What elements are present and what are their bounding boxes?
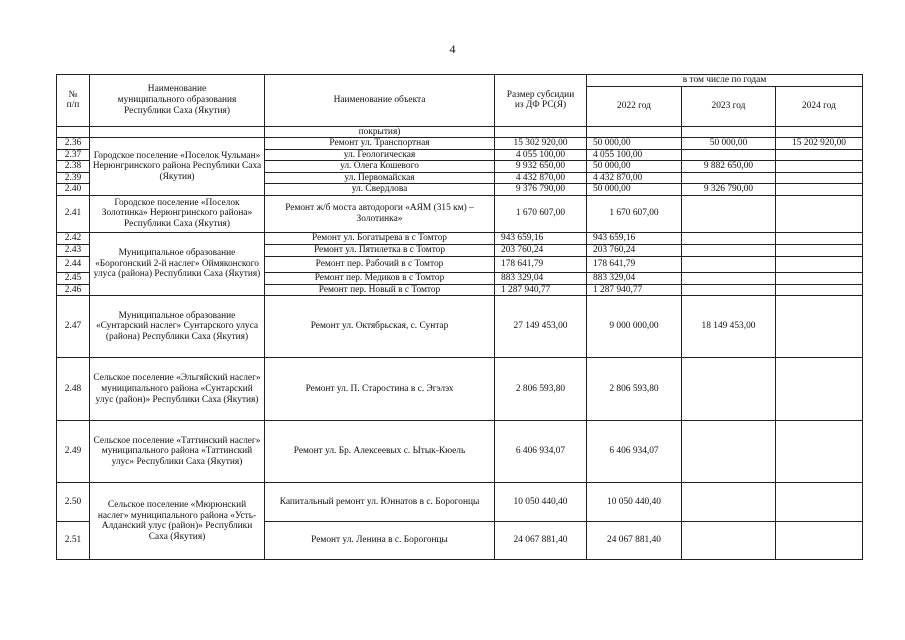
cell-num: 2.47 xyxy=(57,296,90,358)
cell-object: Ремонт ул. Бр. Алексеевых с. Ытык-Кюель xyxy=(265,421,495,483)
cell-2023 xyxy=(682,483,776,522)
cell-municipality: Городское поселение «Поселок Золотинка» Нерюнгринского района» Республики Саха (Якутия) xyxy=(90,195,265,232)
cell-municipality: Сельское поселение «Эльгяйский наслег» муниципального района «Сунтарский улус (район)» Республики Саха (Якутия) xyxy=(90,358,265,421)
cell-object: Ремонт ул. Богатырева в с Томтор xyxy=(265,232,495,244)
cell-subsidy: 10 050 440,40 xyxy=(495,483,587,522)
cell-2024 xyxy=(776,244,863,256)
cell-municipality xyxy=(90,126,265,138)
cell-2022: 50 000,00 xyxy=(587,184,682,196)
cell-2022: 203 760,24 xyxy=(587,244,682,256)
cell-2023: 50 000,00 xyxy=(682,138,776,150)
cell-num: 2.39 xyxy=(57,172,90,184)
cell-2024 xyxy=(776,161,863,173)
cell-2022: 50 000,00 xyxy=(587,138,682,150)
cell-2023: 9 326 790,00 xyxy=(682,184,776,196)
cell-2023 xyxy=(682,284,776,296)
cell-2022: 9 000 000,00 xyxy=(587,296,682,358)
cell-2023 xyxy=(682,272,776,284)
cell-2024 xyxy=(776,421,863,483)
header-2024: 2024 год xyxy=(776,86,863,126)
cell-subsidy: 24 067 881,40 xyxy=(495,522,587,560)
cell-2024 xyxy=(776,358,863,421)
cell-2024 xyxy=(776,184,863,196)
page-number: 4 xyxy=(449,42,456,56)
cell-2023 xyxy=(682,232,776,244)
table-row xyxy=(57,195,863,232)
cell-subsidy: 9 932 650,00 xyxy=(495,161,587,173)
cell-2024 xyxy=(776,172,863,184)
cell-subsidy: 883 329,04 xyxy=(495,272,587,284)
cell-2022: 1 670 607,00 xyxy=(587,195,682,232)
cell-2023 xyxy=(682,244,776,256)
cell-object: Ремонт ул. Ленина в с. Борогонцы xyxy=(265,522,495,560)
cell-2022: 10 050 440,40 xyxy=(587,483,682,522)
cell-object: ул. Геологическая xyxy=(265,149,495,161)
cell-2024 xyxy=(776,284,863,296)
cell-municipality: Муниципальное образование «Сунтарский наслег» Сунтарского улуса (района) Республики Саха (Якутия) xyxy=(90,296,265,358)
cell-num: 2.44 xyxy=(57,256,90,272)
header-2023: 2023 год xyxy=(682,86,776,126)
cell-municipality: Муниципальное образование «Борогонский 2-й наслег» Оймяконского улуса (района) Республики Саха (Якутия) xyxy=(90,232,265,296)
cell-subsidy: 1 287 940,77 xyxy=(495,284,587,296)
cell-object: Ремонт пер. Медиков в с Томтор xyxy=(265,272,495,284)
cell-num: 2.49 xyxy=(57,421,90,483)
table-row xyxy=(57,483,863,522)
cell-object: Ремонт ул. Транспортная xyxy=(265,138,495,150)
cell-2023: 9 882 650,00 xyxy=(682,161,776,173)
table-row xyxy=(57,358,863,421)
subsidy-table xyxy=(56,74,863,560)
cell-num: 2.51 xyxy=(57,522,90,560)
cell-2022: 178 641,79 xyxy=(587,256,682,272)
cell-subsidy: 943 659,16 xyxy=(495,232,587,244)
continuation-row xyxy=(57,126,863,138)
header-municipality: Наименование муниципального образования Республики Саха (Якутия) xyxy=(90,75,265,127)
cell-object: Ремонт пер. Рабочий в с Томтор xyxy=(265,256,495,272)
table-row xyxy=(57,232,863,244)
cell-object: Капитальный ремонт ул. Юннатов в с. Борогонцы xyxy=(265,483,495,522)
cell-municipality: Сельское поселение «Мюрюнский наслег» муниципального района «Усть-Алданский улус (район)» Республики Саха (Якутия) xyxy=(90,483,265,560)
cell-2024 xyxy=(776,126,863,138)
header-subsidy: Размер субсидии из ДФ РС(Я) xyxy=(495,75,587,127)
cell-2022: 4 432 870,00 xyxy=(587,172,682,184)
header-object: Наименование объекта xyxy=(265,75,495,127)
cell-2023 xyxy=(682,522,776,560)
cell-2023 xyxy=(682,358,776,421)
cell-2023 xyxy=(682,149,776,161)
cell-2022: 24 067 881,40 xyxy=(587,522,682,560)
cell-subsidy: 15 302 920,00 xyxy=(495,138,587,150)
cell-2022: 50 000,00 xyxy=(587,161,682,173)
cell-object: Ремонт пер. Новый в с Томтор xyxy=(265,284,495,296)
cell-municipality: Сельское поселение «Таттинский наслег» муниципального района «Таттинский улус» Республики Саха (Якутия) xyxy=(90,421,265,483)
cell-object: ул. Первомайская xyxy=(265,172,495,184)
cell-num: 2.38 xyxy=(57,161,90,173)
cell-2024 xyxy=(776,272,863,284)
cell-subsidy: 4 432 870,00 xyxy=(495,172,587,184)
cell-object: Ремонт ул. П. Старостина в с. Эгэлэх xyxy=(265,358,495,421)
table-row xyxy=(57,421,863,483)
cell-subsidy: 27 149 453,00 xyxy=(495,296,587,358)
cell-subsidy xyxy=(495,126,587,138)
cell-num: 2.40 xyxy=(57,184,90,196)
cell-2023: 18 149 453,00 xyxy=(682,296,776,358)
cell-2024 xyxy=(776,195,863,232)
cell-2023 xyxy=(682,256,776,272)
cell-subsidy: 9 376 790,00 xyxy=(495,184,587,196)
cell-num: 2.37 xyxy=(57,149,90,161)
cell-num: 2.46 xyxy=(57,284,90,296)
cell-2024 xyxy=(776,483,863,522)
cell-num: 2.42 xyxy=(57,232,90,244)
cell-subsidy: 178 641,79 xyxy=(495,256,587,272)
cell-2024 xyxy=(776,256,863,272)
cell-2023 xyxy=(682,421,776,483)
cell-subsidy: 203 760,24 xyxy=(495,244,587,256)
cell-2023 xyxy=(682,172,776,184)
cell-2024 xyxy=(776,149,863,161)
cell-2022: 2 806 593,80 xyxy=(587,358,682,421)
cell-object: ул. Свердлова xyxy=(265,184,495,196)
cell-num: 2.48 xyxy=(57,358,90,421)
cell-num xyxy=(57,126,90,138)
cell-2023 xyxy=(682,126,776,138)
cell-2024 xyxy=(776,232,863,244)
cell-num: 2.43 xyxy=(57,244,90,256)
cell-object: Ремонт ул. Пятилетка в с Томтор xyxy=(265,244,495,256)
cell-2022: 883 329,04 xyxy=(587,272,682,284)
header-num: № п/п xyxy=(57,75,90,127)
table-row xyxy=(57,138,863,150)
cell-municipality: Городское поселение «Поселок Чульман» Нерюнгринского района Республики Саха (Якутия) xyxy=(90,138,265,196)
cell-2022: 943 659,16 xyxy=(587,232,682,244)
cell-object: покрытия) xyxy=(265,126,495,138)
cell-object: Ремонт ул. Октябрьская, с. Сунтар xyxy=(265,296,495,358)
cell-2022: 4 055 100,00 xyxy=(587,149,682,161)
cell-subsidy: 1 670 607,00 xyxy=(495,195,587,232)
cell-subsidy: 4 055 100,00 xyxy=(495,149,587,161)
header-row-1 xyxy=(57,75,863,87)
cell-2022: 6 406 934,07 xyxy=(587,421,682,483)
cell-object: ул. Олега Кошевого xyxy=(265,161,495,173)
cell-num: 2.41 xyxy=(57,195,90,232)
cell-num: 2.36 xyxy=(57,138,90,150)
cell-subsidy: 2 806 593,80 xyxy=(495,358,587,421)
cell-object: Ремонт ж/б моста автодороги «АЯМ (315 км) – Золотинка» xyxy=(265,195,495,232)
cell-2022: 1 287 940,77 xyxy=(587,284,682,296)
header-by-years: в том числе по годам xyxy=(587,75,863,87)
cell-subsidy: 6 406 934,07 xyxy=(495,421,587,483)
table-row xyxy=(57,296,863,358)
cell-num: 2.45 xyxy=(57,272,90,284)
cell-num: 2.50 xyxy=(57,483,90,522)
cell-2024 xyxy=(776,296,863,358)
cell-2024: 15 202 920,00 xyxy=(776,138,863,150)
header-2022: 2022 год xyxy=(587,86,682,126)
cell-2024 xyxy=(776,522,863,560)
cell-2022 xyxy=(587,126,682,138)
cell-2023 xyxy=(682,195,776,232)
